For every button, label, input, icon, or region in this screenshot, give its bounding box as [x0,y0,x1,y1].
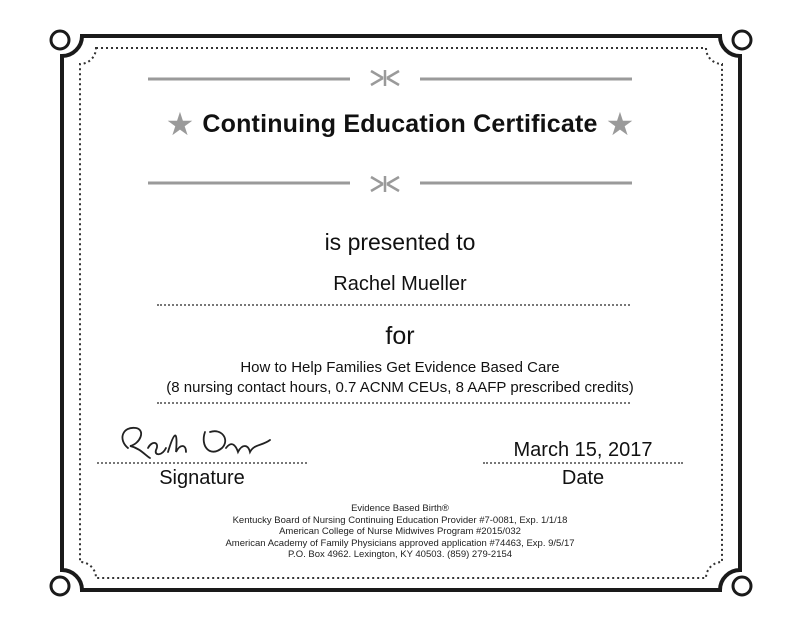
for-label: for [385,322,415,350]
date-line [483,462,683,464]
certificate-title: Continuing Education Certificate [202,109,598,138]
top-ornament [148,70,632,86]
signature-label: Signature [159,467,245,489]
recipient-name: Rachel Mueller [333,273,467,295]
footer-provider-info [0,503,800,561]
signature-scribble [122,428,270,458]
course-underline [157,402,630,404]
footer-line: American Academy of Family Physicians approved application #74463, Exp. 9/5/17 [225,537,575,549]
signature-line [97,462,307,464]
star-icon: ★ [165,106,195,142]
star-icon: ★ [605,106,635,142]
title-row [0,108,800,140]
date-label: Date [561,467,605,489]
footer-line: Kentucky Board of Nursing Continuing Education Provider #7-0081, Exp. 1/1/18 [232,514,568,526]
presented-label: is presented to [324,229,476,255]
course-title: How to Help Families Get Evidence Based Care [240,359,560,376]
name-underline [157,304,630,306]
date-value: March 15, 2017 [513,439,653,461]
footer-line: American College of Nurse Midwives Program #2015/032 [279,526,521,538]
footer-line: P.O. Box 4962. Lexington, KY 40503. (859) 279-2154 [287,549,513,561]
footer-line: Evidence Based Birth® [351,503,449,514]
credits-line: (8 nursing contact hours, 0.7 ACNM CEUs, 8 AAFP prescribed credits) [166,379,634,396]
bottom-ornament [148,176,632,192]
